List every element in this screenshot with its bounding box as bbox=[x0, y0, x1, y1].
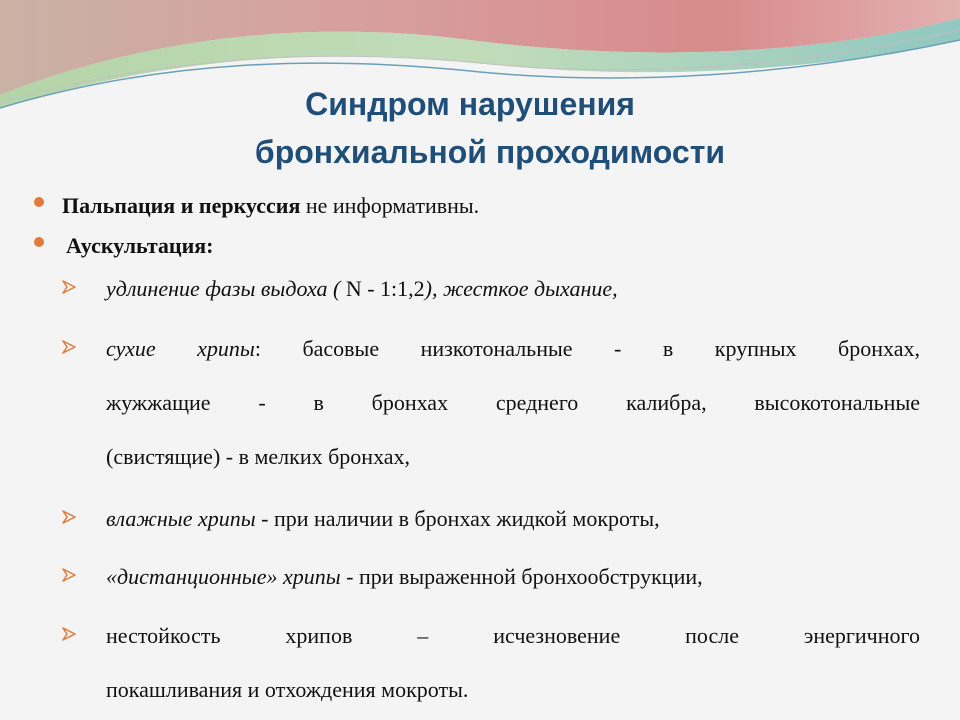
slide-title-line1: Синдром нарушения bbox=[305, 86, 635, 122]
bullet-dot-icon bbox=[34, 197, 44, 207]
arrow-bullet-icon bbox=[62, 568, 76, 582]
sub-item-exhale-phase-ratio: N - 1:1,2 bbox=[340, 276, 425, 301]
bullet-palpation-bold: Пальпация и перкуссия bbox=[62, 193, 301, 218]
sub-item-moist-rales-italic: влажные хрипы bbox=[106, 506, 256, 531]
sub-item-unstable-rales-line2: покашливания и отхождения мокроты. bbox=[106, 677, 469, 702]
sub-item-exhale-phase-italic2: ), жесткое дыхание, bbox=[424, 276, 618, 301]
bullet-auscultation-bold: Аускультация: bbox=[66, 233, 214, 258]
sub-item-dry-rales-italic: сухие хрипы bbox=[106, 336, 255, 361]
sub-item-dry-rales-line3: (свистящие) - в мелких бронхах, bbox=[106, 444, 411, 469]
sub-item-dry-rales-line1 bbox=[106, 335, 920, 363]
arrow-bullet-icon bbox=[62, 340, 76, 354]
sub-item-dry-rales-rest: : басовые низкотональные - в крупных бронхах, bbox=[254, 336, 920, 361]
sub-item-exhale-phase bbox=[106, 275, 618, 303]
arrow-bullet-icon bbox=[62, 280, 76, 294]
sub-item-exhale-phase-italic: удлинение фазы выдоха ( bbox=[106, 276, 341, 301]
sub-item-distant-rales-rest: - при выраженной бронхообструкции, bbox=[340, 564, 703, 589]
bullet-palpation-rest: не информативны. bbox=[300, 193, 480, 218]
bullet-auscultation bbox=[66, 232, 214, 260]
sub-item-moist-rales bbox=[106, 505, 660, 533]
arrow-bullet-icon bbox=[62, 627, 76, 641]
bullet-palpation bbox=[62, 192, 479, 220]
sub-item-distant-rales bbox=[106, 563, 703, 591]
sub-item-moist-rales-rest: - при наличии в бронхах жидкой мокроты, bbox=[255, 506, 660, 531]
sub-item-unstable-rales-line1: нестойкость хрипов – исчезновение после энергичного bbox=[106, 623, 920, 648]
sub-item-distant-rales-italic: «дистанционные» хрипы bbox=[106, 564, 341, 589]
sub-item-dry-rales-line2: жужжащие - в бронхах среднего калибра, высокотональные bbox=[106, 390, 920, 415]
arrow-bullet-icon bbox=[62, 510, 76, 524]
slide-title-line2: бронхиальной проходимости bbox=[254, 134, 726, 170]
bullet-dot-icon bbox=[34, 237, 44, 247]
